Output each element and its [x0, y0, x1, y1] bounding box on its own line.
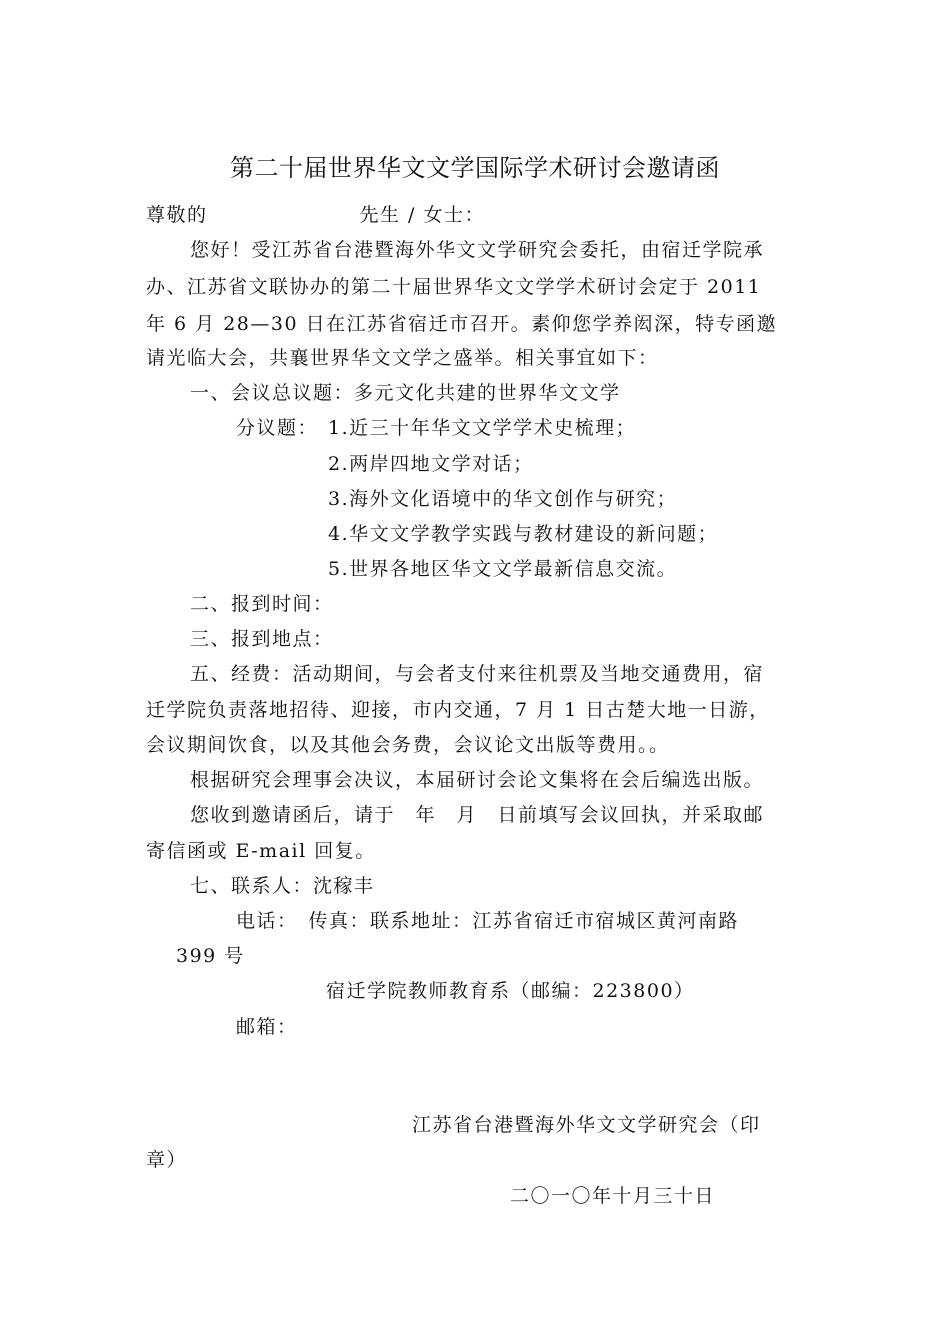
subtopics-label: 分议题： [236, 417, 319, 439]
contact-department: 宿迁学院教师教育系（邮编：223800） [326, 980, 695, 1002]
salutation-suffix: 先生 / 女士： [359, 204, 485, 226]
intro-line: 年 6 月 28—30 日在江苏省宿迁市召开。素仰您学养闳深，特专函邀 [146, 313, 778, 335]
salutation [146, 201, 485, 229]
reply-instruction: 您收到邀请函后，请于 年 月 日前填写会议回执，并采取邮 [190, 804, 765, 826]
intro-line: 您好！受江苏省台港暨海外华文文学研究会委托，由宿迁学院承 [190, 239, 765, 261]
expense-line: 五、经费：活动期间，与会者支付来往机票及当地交通费用，宿 [190, 663, 765, 685]
contact-person: 七、联系人：沈稼丰 [190, 875, 375, 897]
report-time: 二、报到时间： [190, 593, 334, 615]
subtopic-item: 5.世界各地区华文文学最新信息交流。 [328, 558, 678, 580]
signature-organization: 江苏省台港暨海外华文文学研究会（印 [412, 1114, 761, 1136]
contact-phone-fax-address: 电话： 传真：联系地址：江苏省宿迁市宿城区黄河南路 [236, 910, 740, 932]
expense-line: 迁学院负责落地招待、迎接，市内交通，7 月 1 日古楚大地一日游， [146, 699, 770, 721]
report-place: 三、报到地点： [190, 628, 334, 650]
subtopic-item: 2.两岸四地文学对话； [328, 453, 534, 475]
intro-line: 办、江苏省文联协办的第二十届世界华文文学学术研讨会定于 2011 [146, 276, 762, 298]
reply-instruction-cont: 寄信函或 E-mail 回复。 [146, 840, 376, 862]
contact-email: 邮箱： [236, 1016, 298, 1038]
subtopic-item: 3.海外文化语境中的华文创作与研究； [328, 488, 678, 510]
document-title: 第二十届世界华文文学国际学术研讨会邀请函 [230, 154, 720, 182]
publication-note: 根据研究会理事会决议，本届研讨会论文集将在会后编选出版。 [190, 769, 765, 791]
intro-line: 请光临大会，共襄世界华文文学之盛举。相关事宜如下： [146, 347, 659, 369]
subtopic-item: 1.近三十年华文文学学术史梳理； [328, 417, 637, 439]
document-date: 二〇一〇年十月三十日 [510, 1185, 716, 1207]
salutation-prefix: 尊敬的 [146, 204, 208, 226]
contact-address-cont: 399 号 [176, 945, 245, 967]
signature-organization-cont: 章） [146, 1149, 188, 1171]
main-topic: 一、会议总议题：多元文化共建的世界华文文学 [190, 382, 621, 404]
expense-line: 会议期间饮食，以及其他会务费，会议论文出版等费用。。 [146, 734, 670, 756]
subtopic-item: 4.华文文学教学实践与教材建设的新问题； [328, 523, 719, 545]
